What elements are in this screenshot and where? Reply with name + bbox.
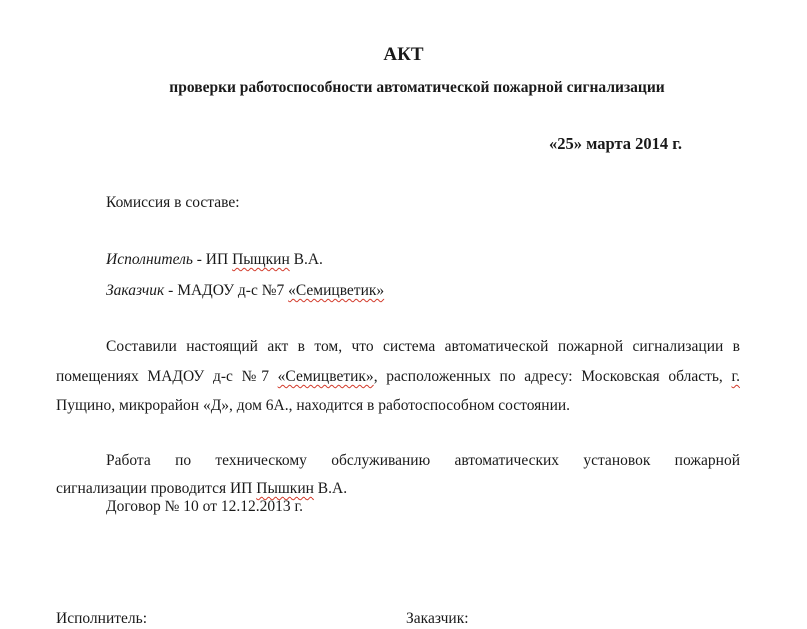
executor-role: Исполнитель	[106, 251, 193, 268]
customer-role: Заказчик	[106, 282, 165, 299]
executor-initials: В.А.	[289, 251, 323, 268]
paragraph2-line1: Работа по техническому обслуживанию автоматических установок пожарной	[106, 452, 740, 469]
paragraph1-line2-part-a: помещениях МАДОУ д-с №7	[56, 368, 278, 385]
paragraph1-line2-part-c: , расположенных по адресу: Московская область,	[373, 368, 732, 385]
paragraph1-org-name: «Семицветик»	[277, 368, 374, 385]
document-date: «25» марта 2014 г.	[549, 134, 683, 153]
executor-signature-label: Исполнитель:	[56, 610, 148, 627]
paragraph2-line2-part-a: сигнализации проводится ИП	[56, 480, 257, 497]
commission-label: Комиссия в составе:	[106, 194, 240, 211]
paragraph1-line1: Составили настоящий акт в том, что система автоматической пожарной сигнализации в	[106, 338, 740, 355]
customer-separator: - МАДОУ д-с №7	[164, 282, 289, 299]
customer-org-name: «Семицветик»	[288, 282, 385, 299]
executor-line	[106, 250, 323, 270]
paragraph1-line2	[56, 367, 740, 387]
paragraph2-surname: Пышкин	[256, 480, 314, 497]
document-title: АКТ	[383, 44, 424, 65]
paragraph2-initials: В.А.	[313, 480, 348, 497]
paragraph2-line2	[56, 479, 347, 499]
customer-signature-label: Заказчик:	[406, 610, 469, 627]
executor-separator: - ИП	[192, 251, 233, 268]
contract-line: Договор № 10 от 12.12.2013 г.	[106, 498, 303, 515]
executor-surname: Пыщкин	[232, 251, 290, 268]
paragraph1-line3: Пущино, микрорайон «Д», дом 6А., находится в работоспособном состоянии.	[56, 397, 571, 414]
customer-line	[106, 281, 384, 301]
paragraph1-city-abbrev: г.	[731, 368, 740, 385]
document-subtitle: проверки работоспособности автоматической пожарной сигнализации	[169, 79, 665, 96]
